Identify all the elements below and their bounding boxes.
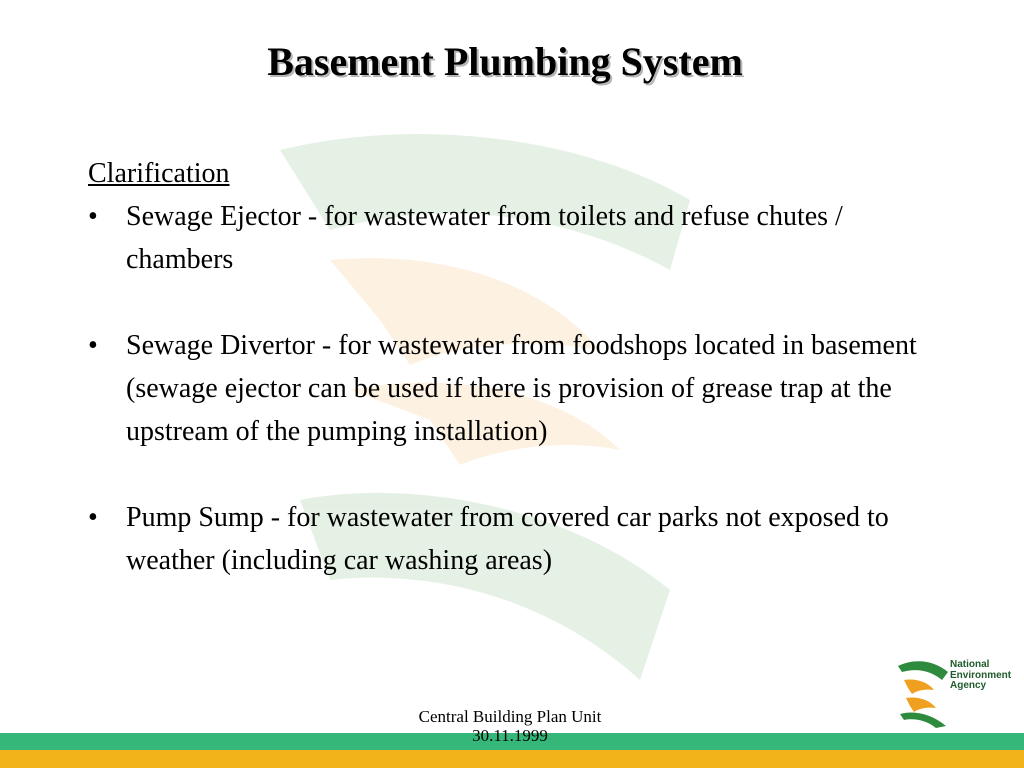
list-item	[88, 324, 928, 453]
bullet-text: Sewage Ejector - for wastewater from toilets and refuse chutes / chambers	[126, 201, 843, 275]
bullet-list	[88, 195, 928, 582]
bullet-marker: •	[88, 201, 98, 232]
logo-text	[950, 660, 1011, 692]
bullet-text: Pump Sump - for wastewater from covered car parks not exposed to weather (including car washing areas)	[126, 502, 889, 576]
nea-logo	[896, 658, 1021, 728]
slide-content	[88, 152, 928, 582]
footer-date: 30.11.1999	[472, 726, 548, 745]
footer	[340, 707, 680, 745]
bullet-marker: •	[88, 330, 98, 361]
bullet-marker: •	[88, 502, 98, 533]
nea-logo-icon	[896, 658, 952, 728]
footer-unit: Central Building Plan Unit	[418, 707, 602, 726]
logo-line-1: National	[950, 659, 990, 670]
footer-band-orange	[0, 750, 1024, 768]
list-item	[88, 195, 928, 281]
logo-line-2: Environment	[950, 669, 1012, 681]
list-item	[88, 496, 928, 582]
slide-title: Basement Plumbing System	[267, 39, 743, 84]
logo-line-3: Agency	[950, 680, 987, 691]
bullet-text: Sewage Divertor - for wastewater from foodshops located in basement (sewage ejector can be used if there is provision of grease trap at the upstream of the pumping installation)	[126, 330, 917, 447]
subheading: Clarification	[88, 158, 230, 189]
